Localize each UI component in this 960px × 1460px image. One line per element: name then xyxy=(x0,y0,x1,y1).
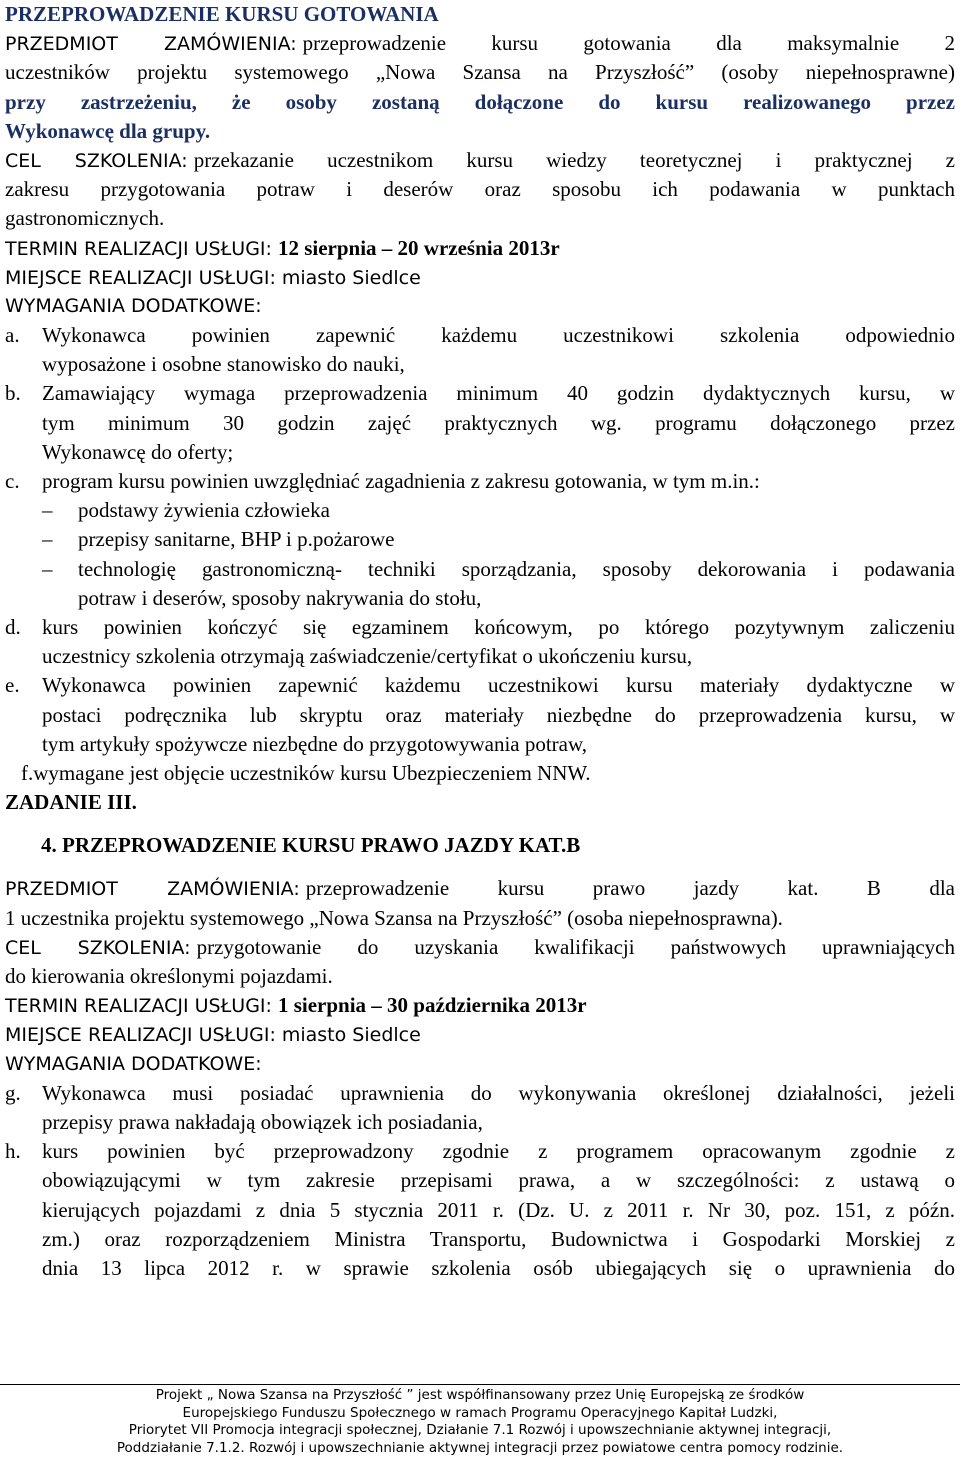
list-text: program kursu powinien uwzględniać zagadnienia z zakresu gotowania, w tym m.in.: xyxy=(42,469,760,493)
footer-line: Europejskiego Funduszu Społecznego w ramach Programu Operacyjnego Kapitał Ludzki, xyxy=(182,1404,778,1421)
requirements-label: WYMAGANIA DODATKOWE: xyxy=(5,294,262,317)
term-label: TERMIN REALIZACJI USŁUGI: xyxy=(5,237,272,260)
place-value: miasto Siedlce xyxy=(281,1024,421,1047)
sub-item xyxy=(5,525,955,554)
subject-line xyxy=(5,29,955,58)
list-text: kurs powinien być przeprowadzony zgodnie z programem opracowanym zgodnie z xyxy=(42,1139,955,1164)
subject-line xyxy=(5,874,955,903)
section-title: PRZEPROWADZENIE KURSU GOTOWANIA xyxy=(5,2,439,26)
term-value: 1 sierpnia – 30 października 2013r xyxy=(277,993,587,1018)
list-item-h-cont: kierujących pojazdami z dnia 5 stycznia 2011 r. (Dz. U. z 2011 r. Nr 30, poz. 151, z późn. xyxy=(42,1197,955,1222)
dash-bullet: – xyxy=(42,498,53,523)
sub-item xyxy=(5,555,955,584)
list-item-g-cont: przepisy prawa nakładają obowiązek ich posiadania, xyxy=(42,1109,483,1134)
list-marker: h. xyxy=(5,1139,21,1164)
term-label: TERMIN REALIZACJI USŁUGI: xyxy=(5,995,272,1018)
goal-line: gastronomicznych. xyxy=(5,206,165,231)
list-marker: b. xyxy=(5,381,21,406)
goal-text: przygotowanie do uzyskania kwalifikacji państwowych uprawniających xyxy=(196,934,955,959)
list-item-h-cont: dnia 13 lipca 2012 r. w sprawie szkolenia osób ubiegających się o uprawnienia do xyxy=(42,1255,955,1280)
sub-item-text: przepisy sanitarne, BHP i p.pożarowe xyxy=(78,527,395,552)
list-item-d-cont: uczestnicy szkolenia otrzymają zaświadczenie/certyfikat o ukończeniu kursu, xyxy=(42,644,693,669)
section-heading: 4. PRZEPROWADZENIE KURSU PRAWO JAZDY KAT.B xyxy=(41,833,581,858)
term-value: 12 sierpnia – 20 września 2013r xyxy=(277,235,560,260)
list-item-b-cont: tym minimum 30 godzin zajęć praktycznych wg. programu dołączonego przez xyxy=(42,410,955,435)
subject-line: przy zastrzeżeniu, że osoby zostaną dołączone do kursu realizowanego przez xyxy=(5,89,955,114)
goal-line: zakresu przygotowania potraw i deserów oraz sposobu ich podawania w punktach xyxy=(5,177,955,202)
list-text: Wykonawca powinien zapewnić każdemu uczestnikowi kursu materiały dydaktyczne w xyxy=(42,673,955,698)
list-text: Wykonawca musi posiadać uprawnienia do wykonywania określonej działalności, jeżeli xyxy=(42,1080,955,1105)
list-item-h xyxy=(5,1137,955,1166)
goal-label: CEL SZKOLENIA: xyxy=(5,149,188,172)
place-line xyxy=(5,263,955,292)
subject-line: 1 uczestnika projektu systemowego „Nowa Szansa na Przyszłość” (osoba niepełnosprawna). xyxy=(5,905,783,930)
list-item-b xyxy=(5,379,955,408)
footer-line: Priorytet VII Promocja integracji społecznej, Działanie 7.1 Rozwój i upowszechnianie aktywnej integracji, xyxy=(128,1422,832,1438)
list-item-h-cont: zm.) oraz rozporządzeniem Ministra Transportu, Budownictwa i Gospodarki Morskiej z xyxy=(42,1226,955,1251)
footer-line: Poddziałanie 7.1.2. Rozwój i upowszechnianie aktywnej integracji przez powiatowe centra pomocy rodzinie. xyxy=(116,1439,844,1456)
list-text: kurs powinien kończyć się egzaminem końcowym, po którego pozytywnym zaliczeniu xyxy=(42,614,955,639)
list-item-g xyxy=(5,1079,955,1108)
list-item-c xyxy=(5,467,955,496)
requirements-label: WYMAGANIA DODATKOWE: xyxy=(5,1052,262,1075)
place-line xyxy=(5,1020,955,1049)
dash-bullet: – xyxy=(42,527,53,552)
place-value: miasto Siedlce xyxy=(281,266,421,289)
goal-line xyxy=(5,933,955,962)
term-line xyxy=(5,234,955,263)
list-item-a-cont: wyposażone i osobne stanowisko do nauki, xyxy=(42,352,405,377)
list-marker: e. xyxy=(5,673,20,698)
list-marker: g. xyxy=(5,1080,21,1105)
list-item-h-cont: obowiązującymi w tym zakresie przepisami prawa, a w szczególności: z ustawą o xyxy=(42,1168,955,1193)
subject-label: PRZEDMIOT ZAMÓWIENIA: xyxy=(5,33,297,56)
place-label: MIEJSCE REALIZACJI USŁUGI: xyxy=(5,1024,276,1047)
list-marker: c. xyxy=(5,469,20,493)
place-label: MIEJSCE REALIZACJI USŁUGI: xyxy=(5,266,276,289)
list-item-d xyxy=(5,613,955,642)
list-text: Zamawiający wymaga przeprowadzenia minimum 40 godzin dydaktycznych kursu, w xyxy=(42,381,955,406)
list-item-e xyxy=(5,671,955,700)
dash-bullet: – xyxy=(42,556,53,581)
subject-label: PRZEDMIOT ZAMÓWIENIA: xyxy=(5,878,300,901)
list-item-f: f.wymagane jest objęcie uczestników kursu Ubezpieczeniem NNW. xyxy=(21,760,591,785)
list-text: Wykonawca powinien zapewnić każdemu uczestnikowi szkolenia odpowiednio xyxy=(42,323,955,348)
list-item-e-cont: tym artykuły spożywcze niezbędne do przygotowywania potraw, xyxy=(42,731,588,756)
term-line xyxy=(5,991,955,1020)
list-marker: a. xyxy=(5,323,20,348)
subject-line: Wykonawcę dla grupy. xyxy=(5,118,211,143)
goal-line xyxy=(5,146,955,175)
sub-item-text: podstawy żywienia człowieka xyxy=(78,498,330,523)
list-item-e-cont: postaci podręcznika lub skryptu oraz materiały niezbędne do przeprowadzenia kursu, w xyxy=(42,702,955,727)
list-item-a xyxy=(5,321,955,350)
subject-text: przeprowadzenie kursu prawo jazdy kat. B dla xyxy=(305,876,956,901)
goal-text: przekazanie uczestnikom kursu wiedzy teoretycznej i praktycznej z xyxy=(193,147,955,172)
goal-label: CEL SZKOLENIA: xyxy=(5,936,191,959)
sub-item-cont: potraw i deserów, sposoby nakrywania do stołu, xyxy=(78,585,482,610)
subject-line: uczestników projektu systemowego „Nowa Szansa na Przyszłość” (osoby niepełnosprawne) xyxy=(5,60,955,85)
task-heading: ZADANIE III. xyxy=(5,790,137,815)
document-page xyxy=(5,0,955,1283)
page-footer xyxy=(0,1384,960,1457)
sub-item-text: technologię gastronomiczną- techniki sporządzania, sposoby dekorowania i podawania xyxy=(78,556,955,581)
sub-item xyxy=(5,496,955,525)
list-item-b-cont: Wykonawcę do oferty; xyxy=(42,439,234,464)
subject-text: przeprowadzenie kursu gotowania dla maksymalnie 2 xyxy=(302,31,956,56)
goal-line: do kierowania określonymi pojazdami. xyxy=(5,964,333,988)
list-marker: d. xyxy=(5,614,21,639)
footer-line: Projekt „ Nowa Szansa na Przyszłość ” jest współfinansowany przez Unię Europejską ze środków xyxy=(155,1387,805,1403)
